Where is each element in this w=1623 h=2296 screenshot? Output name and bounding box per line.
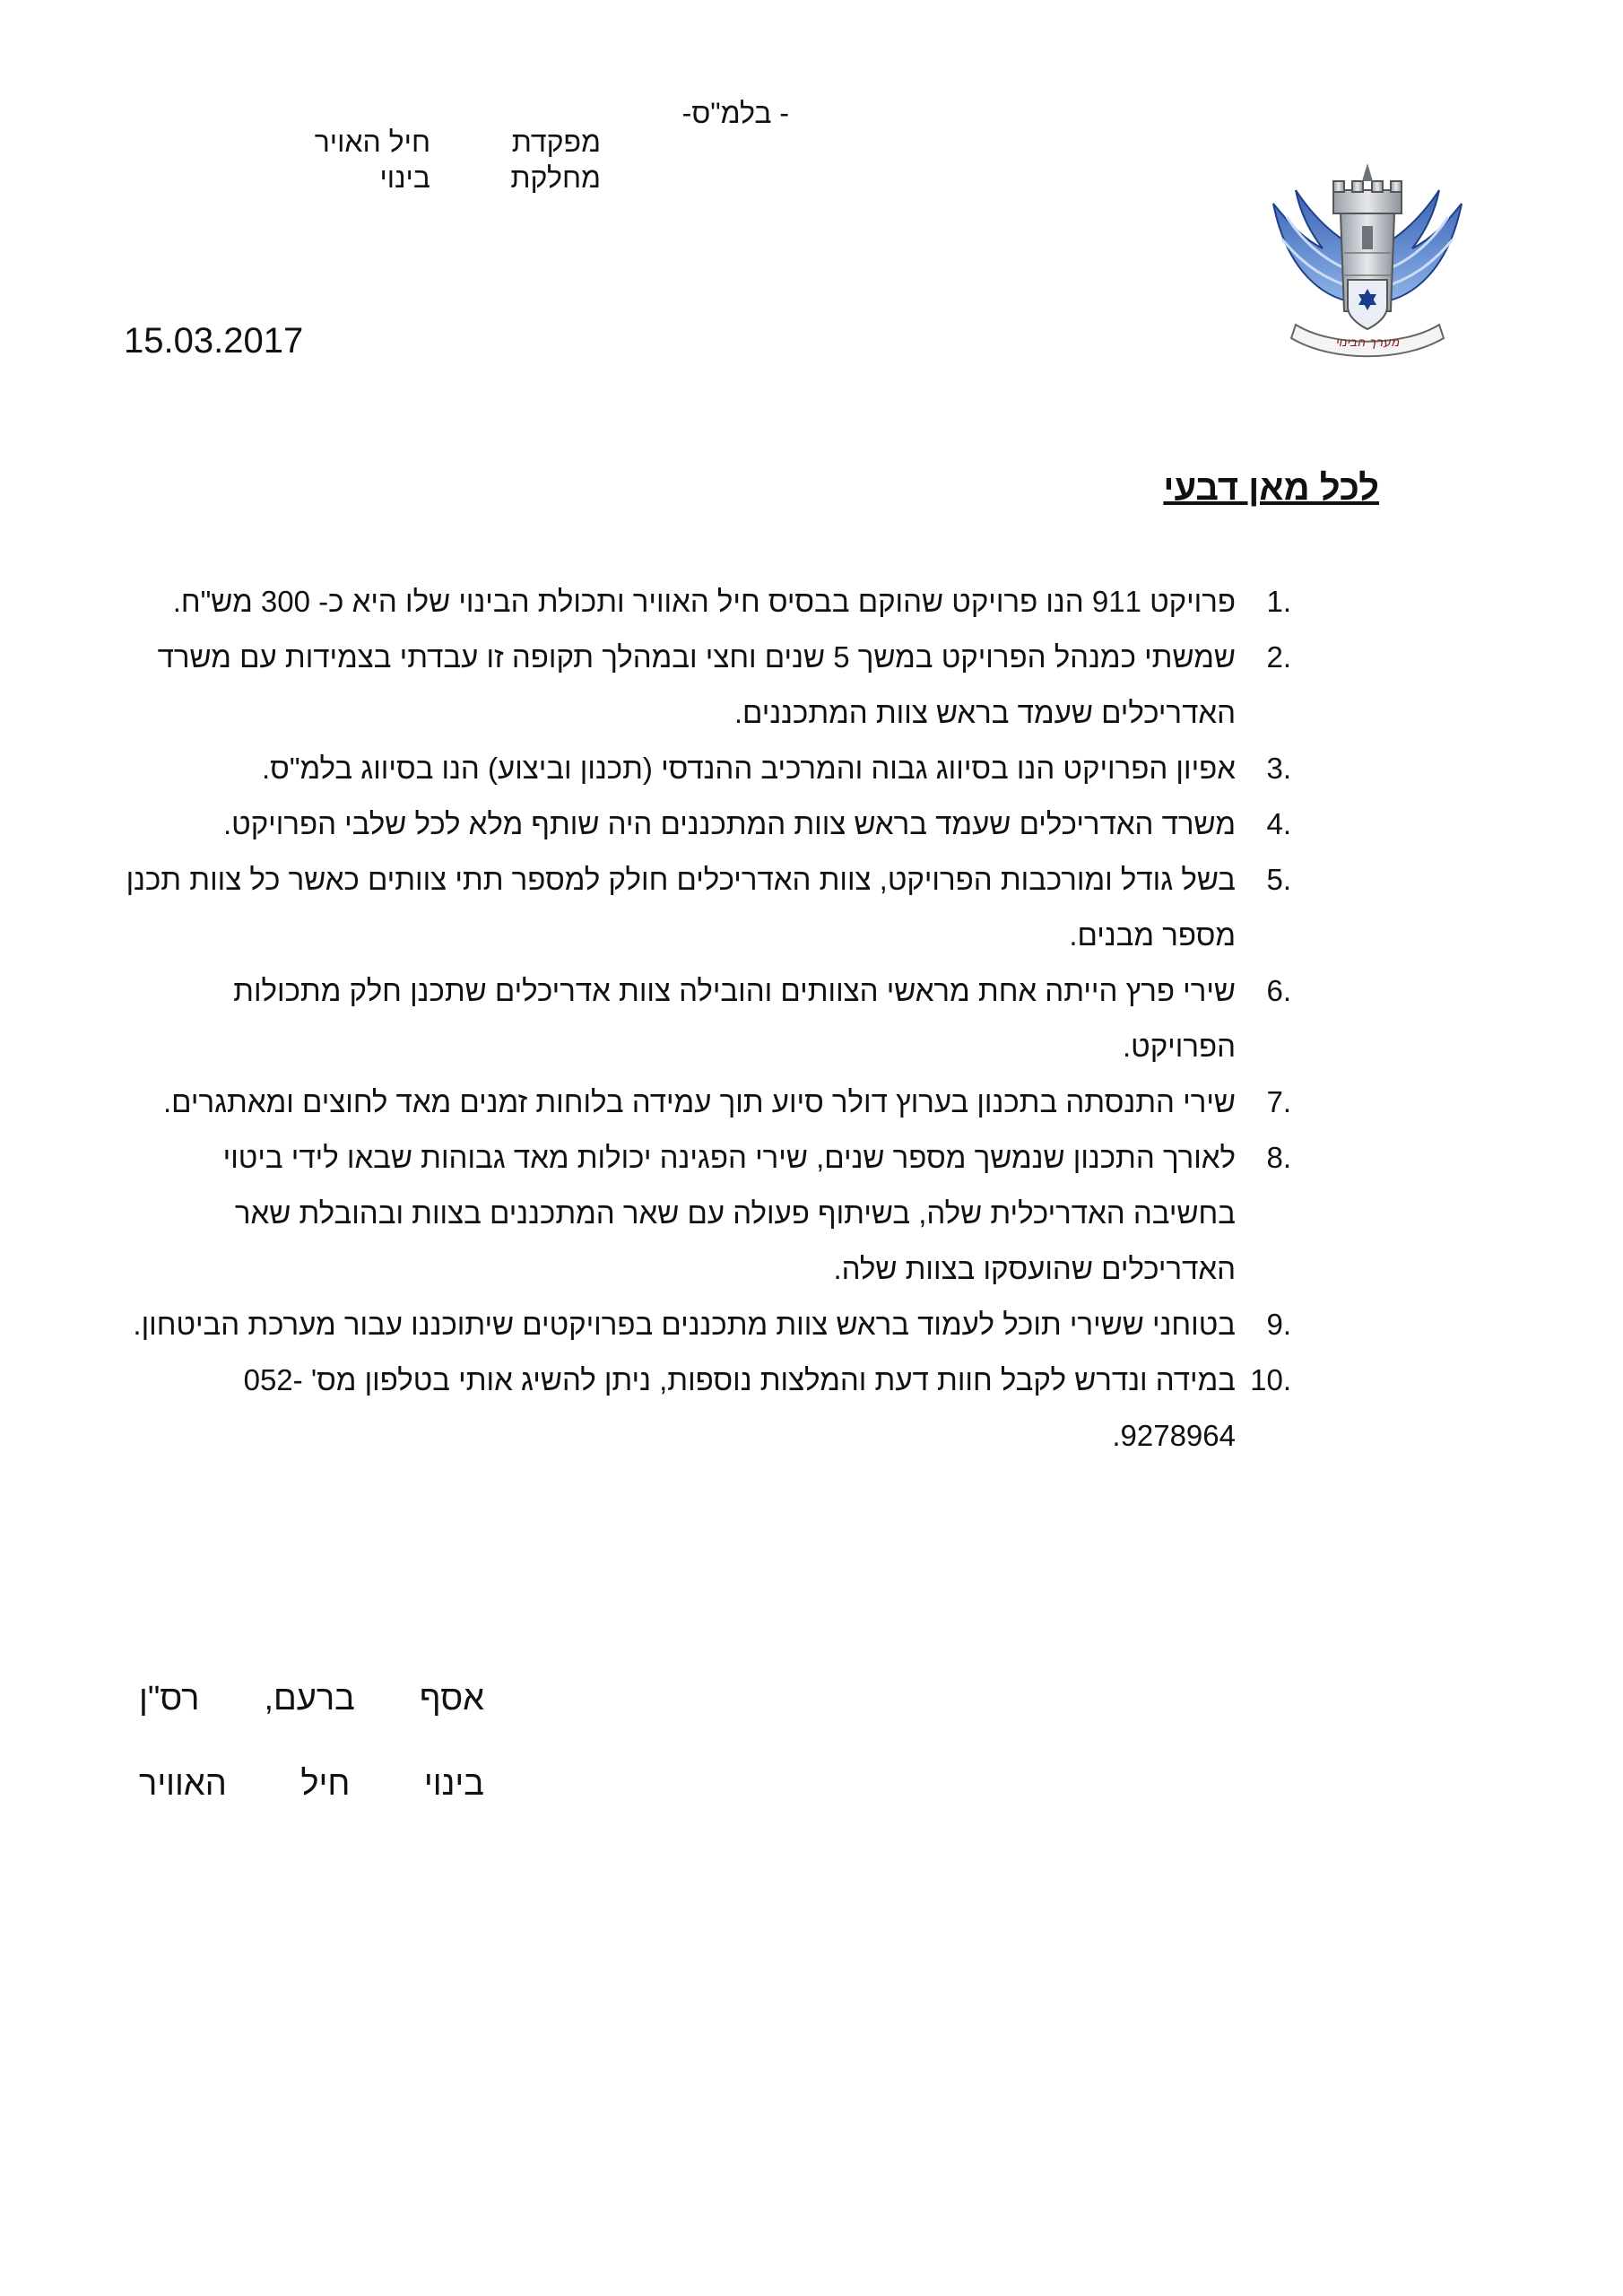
item-text: פרויקט 911 הנו פרויקט שהוקם בבסיס חיל האוויר ותכולת הבינוי שלו היא כ- 300 מש"ח. [172,585,1236,618]
item-number: 6. [1266,974,1291,1007]
signature-title-word: חיל [300,1765,351,1803]
list-item [126,630,1291,741]
item-text: לאורך התכנון שנמשך מספר שנים, שירי הפגינה יכולות מאד גבוהות שבאו לידי ביטוי בחשיבה האדריכלית שלה, בשיתוף פעולה עם שאר המתכננים בצוות ובהובלת שאר האדריכלים שהועסקו בצוות שלה. [222,1141,1236,1285]
list-item [126,741,1291,796]
list-item [126,1297,1291,1352]
item-text: בשל גודל ומורכבות הפרויקט, צוות האדריכלים חולק למספר תתי צוותים כאשר כל צוות תכנן מספר מבנים. [126,863,1236,952]
document-subject: לכל מאן דבעי [1163,468,1379,508]
item-text: במידה ונדרש לקבל חוות דעת והמלצות נוספות, ניתן להשיג אותי בטלפון מס' 052-9278964. [243,1363,1236,1452]
unit-line: בינוי [379,161,430,194]
list-item [126,963,1291,1074]
item-number: 5. [1266,863,1291,896]
item-text: שמשתי כמנהל הפרויקט במשך 5 שנים וחצי ובמהלך תקופה זו עבדתי בצמידות עם משרד האדריכלים שעמד בראש צוות המתכננים. [157,640,1236,729]
item-number: 9. [1266,1308,1291,1341]
item-number: 7. [1266,1085,1291,1118]
item-number: 8. [1266,1141,1291,1174]
list-item [126,574,1291,630]
recommendation-list [126,574,1291,1464]
shield-star-icon [1348,280,1387,329]
item-number: 2. [1266,640,1291,674]
signature-rank: רס"ן [139,1680,200,1718]
unit-emblem-logo [1269,154,1466,370]
unit-line: חיל האויר [314,126,430,158]
item-text: שירי התנסתה בתכנון בערוץ דולר סיוע תוך עמידה בלוחות זמנים מאד לחוצים ומאתגרים. [163,1085,1236,1118]
signature-title-word: האוויר [139,1765,227,1803]
signature-title-line [139,1765,484,1804]
list-item [126,1352,1291,1464]
item-number: 10. [1250,1363,1291,1396]
list-item [126,1130,1291,1297]
item-text: שירי פרץ הייתה אחת מראשי הצוותים והובילה צוות אדריכלים שתכנן חלק מתכולות הפרויקט. [233,974,1236,1063]
unit-title-col1 [493,124,601,196]
unit-line: מפקדת [511,126,601,158]
list-item [126,796,1291,852]
signature-title-word: בינוי [423,1765,484,1803]
item-text: משרד האדריכלים שעמד בראש צוות המתכננים היה שותף מלא לכל שלבי הפרויקט. [223,807,1236,840]
signature-first-name: אסף [419,1680,484,1718]
item-text: אפיון הפרויקט הנו בסיווג גבוה והמרכיב ההנדסי (תכנון וביצוע) הנו בסיווג בלמ"ס. [262,752,1236,785]
item-text: בטוחני ששירי תוכל לעמוד בראש צוות מתכננים בפרויקטים שיתוכננו עבור מערכת הביטחון. [133,1308,1236,1341]
list-item [126,1074,1291,1130]
item-number: 4. [1266,807,1291,840]
item-number: 1. [1266,585,1291,618]
signature-last-name: ברעם, [264,1680,355,1718]
unit-line: מחלקת [510,161,601,194]
signature-name-line [139,1680,484,1718]
document-date: 15.03.2017 [124,321,304,361]
classification-label: - בלמ"ס- [681,97,789,129]
item-number: 3. [1266,752,1291,785]
unit-title-col2 [296,124,430,196]
list-item [126,852,1291,963]
logo-ribbon-text: מערך הבינוי [1335,335,1400,350]
